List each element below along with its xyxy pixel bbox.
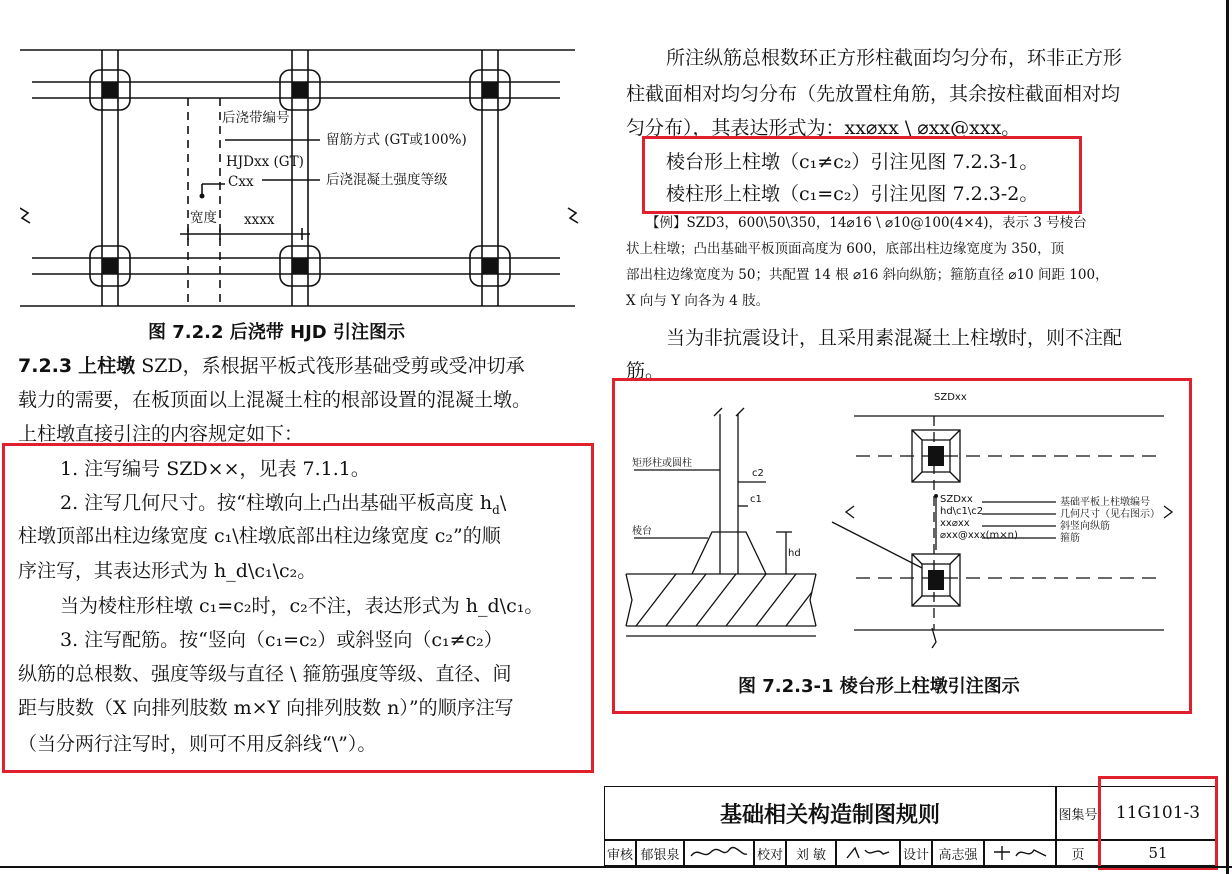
signature-mark-2 — [843, 844, 893, 862]
hjd-width-label: 宽度 — [190, 210, 217, 226]
atlas-label-cell — [1056, 786, 1100, 840]
section-line1-rest: SZD，系根据平板式筏形基础受剪或受冲切承 — [141, 355, 525, 377]
page-label-cell — [1056, 840, 1100, 866]
hjd-plan-drawing — [20, 38, 580, 308]
title-cell — [604, 786, 1056, 840]
item1-text: 1. 注写编号 SZD××，见表 7.1.1。 — [60, 458, 370, 480]
check-name: 刘 敏 — [795, 847, 827, 863]
right-p2-line2: 筋。 — [626, 360, 665, 382]
szd-top-label: SZDxx — [934, 392, 967, 403]
check-label: 校对 — [756, 847, 783, 863]
example-line3: 部出柱边缘宽度为 50；共配置 14 根 ⌀16 斜向纵筋；箍筋直径 ⌀10 间距 100， — [626, 267, 1109, 283]
right-edge-line — [1226, 0, 1229, 874]
item2-line1-sub: d — [492, 502, 500, 517]
annotation-stirrups: ⌀xx@xxx(m×n) — [940, 530, 1018, 541]
check-signature — [836, 840, 900, 866]
design-name: 高志强 — [938, 847, 978, 863]
highlight-box-figure — [612, 378, 1192, 714]
annotation-dims: hd\c1\c2 — [940, 506, 984, 517]
item2-line4: 当为棱柱形柱墩 c₁=c₂时，c₂不注，表达形式为 h_d\c₁。 — [60, 595, 544, 617]
item2-line1-text: 2. 注写几何尺寸。按“柱墩向上凸出基础平板高度 h — [60, 492, 493, 514]
check-name-cell — [786, 840, 836, 866]
hd-label: hd — [788, 548, 801, 559]
section-number: 7.2.3 — [18, 355, 73, 377]
figure-7-2-2 — [20, 38, 580, 308]
review-name: 郁银泉 — [640, 847, 680, 863]
review-signature — [684, 840, 754, 866]
hjd-xxxx-label: xxxx — [244, 212, 275, 228]
section-title: 上柱墩 — [78, 355, 136, 377]
item2-line1-end: \ — [499, 492, 507, 514]
right-p1-line1: 所注纵筋总根数环正方形柱截面均匀分布，环非正方形 — [666, 47, 1123, 69]
item3-line4: （当分两行注写时，则可不用反斜线“\”）。 — [18, 733, 377, 755]
hjd-cxx-label: Cxx — [228, 174, 254, 190]
c1-label: c1 — [750, 494, 762, 505]
highlight-box-refs — [642, 136, 1082, 214]
section-line3: 上柱墩直接引注的内容规定如下： — [18, 423, 304, 445]
section-line2: 载力的需要，在板顶面以上混凝土柱的根部设置的混凝土墩。 — [18, 389, 532, 411]
item3-line3: 距与肢数（X 向排列肢数 m×Y 向排列肢数 n）”的顺序注写 — [18, 697, 514, 719]
section-7-2-3-line1 — [18, 350, 525, 382]
signature-mark-3 — [992, 844, 1048, 862]
desc-stirrups: 箍筋 — [1060, 533, 1080, 544]
example-line4: X 向与 Y 向各为 4 肢。 — [626, 293, 770, 309]
review-label-cell — [604, 840, 636, 866]
highlight-box-atlas — [1098, 776, 1218, 870]
example-line1: 【例】SZD3，600\50\350，14⌀16 \ ⌀10@100(4×4)，表示 3 号棱台 — [646, 215, 1087, 231]
design-signature — [984, 840, 1056, 866]
hjd-number-label: 后浇带编号 — [222, 110, 290, 126]
right-p2-line1: 当为非抗震设计，且采用素混凝土上柱墩时，则不注配 — [666, 327, 1123, 349]
frustum-label: 棱台 — [632, 526, 652, 537]
design-label-cell — [900, 840, 932, 866]
review-label: 审核 — [606, 847, 633, 863]
column-label: 矩形柱或圆柱 — [632, 458, 692, 469]
signature-mark — [689, 844, 749, 862]
c2-label: c2 — [752, 468, 764, 479]
desc-number: 基础平板上柱墩编号 — [1060, 497, 1150, 508]
figure-7-2-2-caption: 图 7.2.2 后浇带 HJD 引注图示 — [148, 322, 406, 343]
right-p1-line2: 柱截面相对均匀分布（先放置柱角筋，其余按柱截面相对均 — [626, 83, 1121, 105]
ref-figure-7-2-3-2: 棱柱形上柱墩（c₁=c₂）引注见图 7.2.3-2。 — [666, 183, 1039, 205]
check-label-cell — [754, 840, 786, 866]
page-number: 51 — [1148, 844, 1168, 862]
drawing-title: 基础相关构造制图规则 — [719, 802, 940, 828]
atlas-number: 11G101-3 — [1115, 803, 1201, 823]
annotation-szd: SZDxx — [940, 494, 973, 505]
design-label: 设计 — [902, 847, 929, 863]
page-label: 页 — [1071, 847, 1085, 863]
ref-figure-7-2-3-1: 棱台形上柱墩（c₁≠c₂）引注见图 7.2.3-1。 — [666, 151, 1039, 173]
bottom-edge-line — [0, 866, 1232, 868]
atlas-label: 图集号 — [1058, 807, 1098, 823]
item3-line1: 3. 注写配筋。按“竖向（c₁=c₂）或斜竖向（c₁≠c₂） — [60, 629, 503, 651]
hjd-code-label: HJDxx (GT) — [226, 154, 304, 170]
highlight-box-left — [2, 443, 594, 773]
desc-long-bars: 斜竖向纵筋 — [1060, 521, 1110, 532]
hjd-strength-label: 后浇混凝土强度等级 — [326, 172, 448, 188]
right-p1-line3: 匀分布），其表达形式为：xx⌀xx \ ⌀xx@xxx。 — [626, 117, 1021, 139]
hjd-rebar-label: 留筋方式 (GT或100%) — [326, 132, 467, 148]
desc-dims: 几何尺寸（见右图示） — [1060, 509, 1160, 520]
review-name-cell — [636, 840, 684, 866]
example-line2: 状上柱墩；凸出基础平板顶面高度为 600，底部出柱边缘宽度为 350，顶 — [626, 241, 1065, 257]
figure-7-2-3-1-caption: 图 7.2.3-1 棱台形上柱墩引注图示 — [738, 676, 1020, 697]
item2-line3: 序注写，其表达形式为 h_d\c₁\c₂。 — [18, 560, 317, 582]
design-name-cell — [932, 840, 984, 866]
annotation-long-bars: xx⌀xx — [940, 518, 970, 529]
item3-line2: 纵筋的总根数、强度等级与直径 \ 箍筋强度等级、直径、间 — [18, 663, 512, 685]
item2-line2: 柱墩顶部出柱边缘宽度 c₁\柱墩底部出柱边缘宽度 c₂”的顺 — [18, 525, 501, 547]
